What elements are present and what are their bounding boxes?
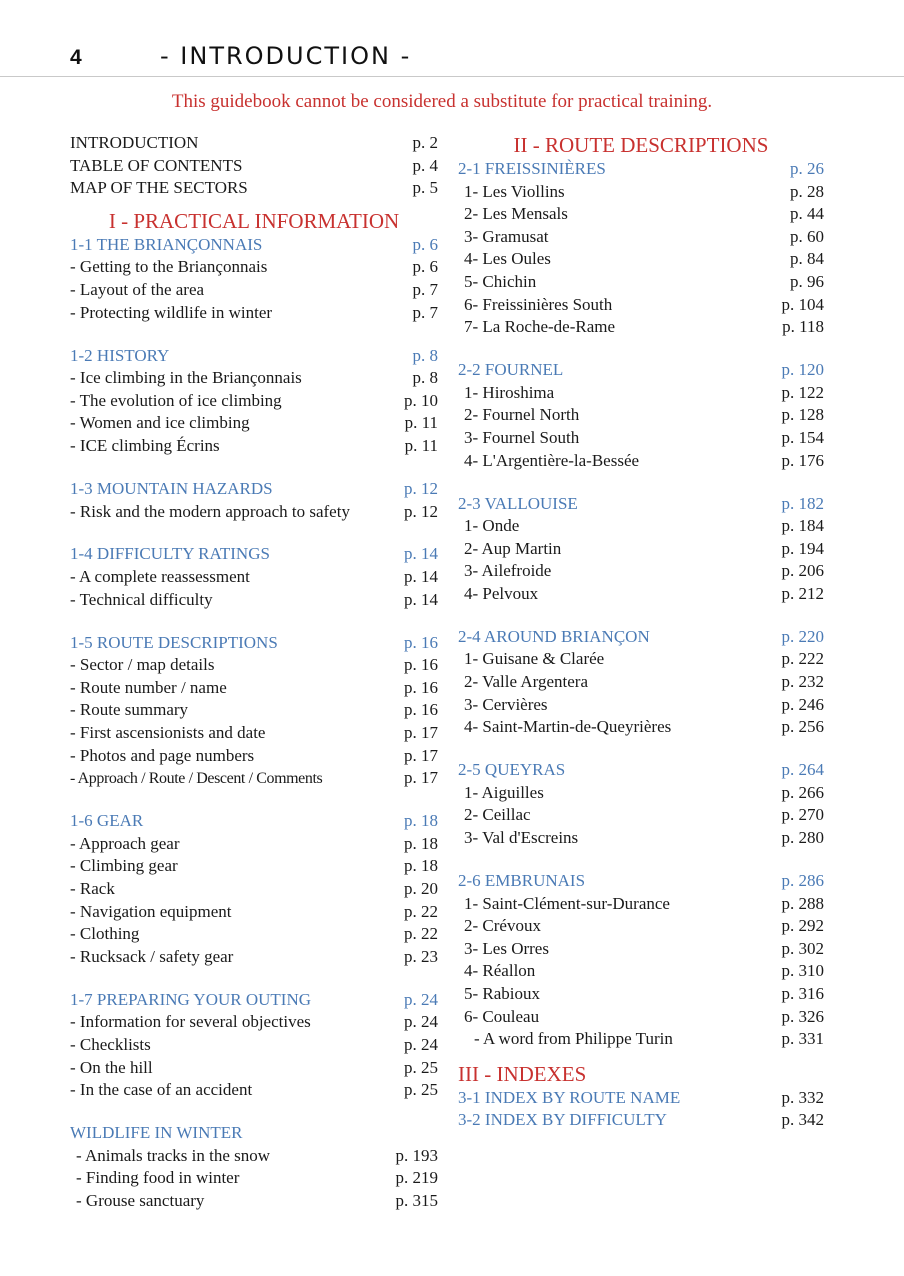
toc-entry[interactable] (70, 132, 438, 155)
section-title: 2-4 AROUND BRIANÇON (458, 626, 650, 646)
section-heading[interactable] (458, 493, 824, 516)
toc-item-page: p. 22 (404, 901, 438, 921)
index-label: 3-1 INDEX BY ROUTE NAME (458, 1087, 681, 1107)
toc-item-page: p. 25 (404, 1080, 438, 1100)
toc-item-label: - Protecting wildlife in winter (70, 302, 273, 322)
section-page: p. 264 (781, 760, 824, 780)
section-heading[interactable] (458, 158, 824, 181)
toc-item[interactable] (458, 782, 824, 805)
toc-item-label: 4- Saint-Martin-de-Queyrières (464, 717, 672, 737)
toc-item-page: p. 206 (781, 561, 824, 581)
toc-item-page: p. 256 (781, 717, 824, 737)
toc-entry[interactable] (70, 155, 438, 178)
toc-item[interactable] (458, 716, 824, 739)
toc-item-page: p. 25 (404, 1057, 438, 1077)
toc-item[interactable] (458, 648, 824, 671)
toc-item[interactable] (70, 654, 438, 677)
toc-item-label: 4- Pelvoux (464, 583, 539, 603)
section-page: p. 18 (404, 811, 438, 831)
section-title: 1-2 HISTORY (70, 345, 170, 365)
toc-item[interactable] (70, 279, 438, 302)
toc-item-label: - Finding food in winter (76, 1168, 240, 1188)
toc-item-page: p. 280 (781, 828, 824, 847)
toc-item-label: 1- Les Viollins (464, 181, 565, 201)
toc-item-page: p. 316 (781, 983, 824, 1003)
toc-item-label: 3- Ailefroide (464, 561, 552, 581)
toc-item-label: - Clothing (70, 924, 140, 944)
section-heading[interactable] (70, 1122, 438, 1145)
toc-item-page: p. 118 (782, 317, 824, 337)
toc-item[interactable] (458, 694, 824, 717)
toc-item-page: p. 302 (781, 938, 824, 958)
toc-item-label: 2- Crévoux (464, 916, 541, 936)
toc-item-page: p. 44 (790, 204, 824, 224)
toc-item[interactable] (70, 1011, 438, 1034)
section-page: p. 26 (790, 159, 824, 178)
toc-item-label: 3- Val d'Escreins (464, 828, 579, 847)
toc-item[interactable] (70, 412, 438, 435)
toc-item-page: p. 11 (404, 413, 438, 433)
toc-entry-label: INTRODUCTION (70, 133, 199, 152)
toc-item-page: p. 331 (781, 1029, 824, 1049)
toc-item-label: 1- Saint-Clément-sur-Durance (464, 893, 670, 913)
toc-item[interactable] (70, 855, 438, 878)
toc-item-page: p. 10 (404, 390, 438, 410)
toc-item[interactable] (458, 583, 824, 606)
toc-item[interactable] (458, 450, 824, 473)
toc-item-page: p. 310 (781, 961, 824, 981)
section-title: 2-1 FREISSINIÈRES (458, 159, 606, 178)
toc-item-page: p. 219 (395, 1168, 438, 1188)
toc-item-page: p. 11 (404, 435, 438, 455)
section-page: p. 12 (404, 478, 438, 498)
section-heading[interactable] (70, 543, 438, 566)
toc-item-label: 4- L'Argentière-la-Bessée (464, 450, 640, 470)
toc-item-page: p. 16 (404, 655, 438, 675)
toc-item-page: p. 24 (404, 1012, 438, 1032)
toc-entry-label: MAP OF THE SECTORS (70, 178, 248, 198)
toc-item[interactable] (70, 566, 438, 589)
toc-item-label: - Layout of the area (70, 279, 205, 299)
toc-item-page: p. 16 (404, 677, 438, 697)
toc-item[interactable] (70, 1079, 438, 1102)
toc-item-page: p. 222 (781, 649, 824, 669)
toc-item[interactable] (458, 538, 824, 561)
toc-item-label: - Women and ice climbing (70, 413, 250, 433)
toc-item-label: - A complete reassessment (70, 567, 250, 587)
page-title: - INTRODUCTION - (160, 42, 412, 70)
toc-item-page: p. 154 (781, 427, 824, 447)
section-title: 2-6 EMBRUNAIS (458, 870, 586, 890)
toc-item-page: p. 193 (395, 1145, 438, 1165)
section-heading[interactable] (458, 626, 824, 649)
toc-item[interactable] (458, 203, 824, 226)
section-title: 2-2 FOURNEL (458, 360, 564, 380)
toc-item-label: 2- Fournel North (464, 405, 580, 425)
part-heading: II - ROUTE DESCRIPTIONS (513, 133, 769, 157)
toc-item-label: - Approach / Route / Descent / Comments (70, 770, 323, 788)
toc-item-label: 2- Aup Martin (464, 538, 562, 558)
toc-item[interactable] (70, 367, 438, 390)
toc-item[interactable] (70, 390, 438, 413)
toc-item-label: 1- Onde (464, 516, 520, 536)
section-title: 1-3 MOUNTAIN HAZARDS (70, 478, 273, 498)
toc-item-label: 4- Les Oules (464, 249, 551, 269)
toc-item[interactable] (458, 427, 824, 450)
toc-item-page: p. 23 (404, 946, 438, 966)
toc-item-page: p. 18 (404, 856, 438, 876)
toc-item-label: - ICE climbing Écrins (70, 435, 220, 455)
toc-item-label: - First ascensionists and date (70, 723, 266, 743)
toc-entry-page: p. 2 (412, 133, 438, 152)
toc-item-page: p. 20 (404, 878, 438, 898)
toc-item[interactable] (458, 181, 824, 204)
toc-item[interactable] (458, 271, 824, 294)
section-title: 1-5 ROUTE DESCRIPTIONS (70, 632, 278, 652)
section-page: p. 286 (781, 870, 824, 890)
toc-entry-label: TABLE OF CONTENTS (70, 155, 243, 175)
part-heading: I - PRACTICAL INFORMATION (108, 208, 400, 233)
toc-item-label: - Ice climbing in the Briançonnais (70, 368, 302, 388)
toc-item[interactable] (458, 404, 824, 427)
part-heading: III - INDEXES (458, 1061, 587, 1086)
toc-item-page: p. 28 (790, 181, 824, 201)
toc-item-label: - On the hill (70, 1057, 153, 1077)
toc-item-label: - Approach gear (70, 833, 180, 853)
toc-item-label: - Checklists (70, 1034, 151, 1054)
index-page: p. 342 (781, 1110, 824, 1130)
toc-item[interactable] (70, 501, 438, 524)
toc-item[interactable] (458, 827, 824, 850)
toc-item[interactable] (70, 302, 438, 325)
toc-item[interactable] (458, 915, 824, 938)
toc-item[interactable] (458, 983, 824, 1006)
section-heading[interactable] (458, 759, 824, 782)
toc-item-label: 5- Rabioux (464, 983, 541, 1003)
toc-item[interactable] (70, 722, 438, 745)
toc-item-label: - A word from Philippe Turin (474, 1029, 673, 1049)
toc-item-page: p. 176 (781, 450, 824, 470)
toc-item-page: p. 6 (412, 257, 438, 277)
toc-item[interactable] (70, 1057, 438, 1080)
toc-item[interactable] (70, 901, 438, 924)
section-page: p. 6 (412, 234, 438, 254)
toc-entry[interactable] (70, 177, 438, 200)
toc-item[interactable] (70, 1145, 438, 1168)
toc-item[interactable] (458, 294, 824, 317)
toc-item-page: p. 17 (404, 768, 438, 788)
toc-item-label: 1- Guisane & Clarée (464, 649, 605, 669)
toc-item-label: 4- Réallon (464, 961, 536, 981)
toc-item-page: p. 232 (781, 672, 824, 692)
section-title: WILDLIFE IN WINTER (70, 1123, 243, 1143)
toc-item-label: - Technical difficulty (70, 589, 213, 609)
index-label: 3-2 INDEX BY DIFFICULTY (458, 1110, 667, 1130)
toc-item-page: p. 12 (404, 501, 438, 521)
section-title: 1-4 DIFFICULTY RATINGS (70, 544, 270, 564)
toc-left-column (70, 132, 438, 1212)
toc-item-label: - Information for several objectives (70, 1012, 311, 1032)
toc-item-label: - Rack (70, 878, 115, 898)
index-entry[interactable] (458, 1087, 824, 1110)
toc-item-label: 3- Gramusat (464, 226, 549, 246)
toc-item[interactable] (70, 745, 438, 768)
section-heading[interactable] (70, 478, 438, 501)
toc-item[interactable] (70, 923, 438, 946)
toc-item-page: p. 326 (781, 1006, 824, 1026)
section-title: 1-6 GEAR (70, 811, 144, 831)
toc-item[interactable] (458, 1028, 824, 1051)
toc-item-label: 2- Valle Argentera (464, 672, 588, 692)
section-page: p. 120 (781, 360, 824, 380)
toc-item[interactable] (458, 316, 824, 339)
toc-item[interactable] (458, 671, 824, 694)
toc-item-label: 1- Hiroshima (464, 382, 555, 402)
toc-item-page: p. 212 (781, 583, 824, 603)
toc-item[interactable] (70, 256, 438, 279)
toc-item-label: 7- La Roche-de-Rame (464, 317, 616, 337)
section-page: p. 220 (781, 626, 824, 646)
toc-item[interactable] (70, 767, 438, 790)
toc-item-label: - Rucksack / safety gear (70, 946, 234, 966)
toc-item-label: - Route summary (70, 700, 189, 720)
toc-item-label: 6- Freissinières South (464, 294, 613, 314)
section-title: 2-5 QUEYRAS (458, 760, 566, 780)
section-heading[interactable] (70, 345, 438, 368)
toc-item-label: 2- Les Mensals (464, 204, 568, 224)
section-title: 1-7 PREPARING YOUR OUTING (70, 989, 312, 1009)
toc-item-page: p. 266 (781, 782, 824, 802)
toc-item[interactable] (70, 1190, 438, 1213)
toc-item[interactable] (70, 677, 438, 700)
toc-item-label: - Risk and the modern approach to safety (70, 501, 350, 521)
section-heading[interactable] (458, 870, 824, 893)
toc-item-page: p. 14 (404, 589, 438, 609)
toc-item-page: p. 122 (781, 382, 824, 402)
toc-item-page: p. 104 (781, 294, 824, 314)
section-heading[interactable] (458, 359, 824, 382)
toc-item[interactable] (458, 560, 824, 583)
toc-item-label: - In the case of an accident (70, 1080, 253, 1100)
section-heading[interactable] (70, 810, 438, 833)
section-heading[interactable] (70, 989, 438, 1012)
toc-item[interactable] (70, 1167, 438, 1190)
toc-item-label: 3- Les Orres (464, 938, 549, 958)
toc-item-page: p. 194 (781, 538, 824, 558)
section-heading[interactable] (70, 234, 438, 257)
toc-item-page: p. 184 (781, 516, 824, 536)
section-page: p. 8 (412, 345, 438, 365)
toc-item-page: p. 18 (404, 833, 438, 853)
toc-item-page: p. 60 (790, 226, 824, 246)
toc-item[interactable] (70, 878, 438, 901)
toc-item-label: - Getting to the Briançonnais (70, 257, 268, 277)
disclaimer: This guidebook cannot be considered a substitute for practical training. (171, 91, 713, 112)
toc-item[interactable] (70, 946, 438, 969)
toc-item-page: p. 14 (404, 567, 438, 587)
toc-item-label: - Animals tracks in the snow (76, 1145, 271, 1165)
toc-item-page: p. 128 (781, 405, 824, 425)
toc-item-page: p. 96 (790, 271, 824, 291)
section-title: 2-3 VALLOUISE (458, 493, 578, 513)
toc-item-label: 6- Couleau (464, 1006, 540, 1026)
toc-item-label: - Navigation equipment (70, 901, 232, 921)
toc-item-label: 1- Aiguilles (464, 782, 544, 802)
toc-item[interactable] (70, 589, 438, 612)
toc-item[interactable] (458, 515, 824, 538)
toc-item-page: p. 24 (404, 1034, 438, 1054)
toc-item[interactable] (458, 226, 824, 249)
toc-entry-page: p. 5 (412, 178, 438, 198)
toc-item-label: 3- Cervières (464, 694, 548, 714)
page-number: 4 (70, 46, 82, 69)
toc-item-page: p. 84 (790, 249, 824, 269)
toc-item-page: p. 16 (404, 700, 438, 720)
toc-item[interactable] (70, 1034, 438, 1057)
toc-item-label: 5- Chichin (464, 271, 537, 291)
toc-item[interactable] (458, 938, 824, 961)
toc-right-column (458, 132, 824, 1132)
toc-item[interactable] (70, 833, 438, 856)
toc-item-page: p. 270 (781, 805, 824, 825)
toc-item[interactable] (70, 699, 438, 722)
toc-item[interactable] (70, 435, 438, 458)
toc-item[interactable] (458, 893, 824, 916)
index-page: p. 332 (781, 1087, 824, 1107)
toc-item-label: - Climbing gear (70, 856, 178, 876)
index-entry[interactable] (458, 1109, 824, 1132)
toc-item-label: - Sector / map details (70, 655, 215, 675)
toc-item-page: p. 8 (412, 368, 438, 388)
header-divider (0, 76, 904, 77)
section-heading[interactable] (70, 632, 438, 655)
toc-item-label: 3- Fournel South (464, 427, 580, 447)
toc-item-label: 2- Ceillac (464, 805, 531, 825)
toc-item-page: p. 22 (404, 924, 438, 944)
toc-item-label: - Grouse sanctuary (76, 1190, 205, 1210)
section-page: p. 16 (404, 632, 438, 652)
toc-item-page: p. 288 (781, 893, 824, 913)
toc-item-page: p. 292 (781, 916, 824, 936)
section-page: p. 14 (404, 544, 438, 564)
toc-entry-page: p. 4 (412, 155, 438, 175)
toc-item[interactable] (458, 248, 824, 271)
toc-item-label: - Photos and page numbers (70, 745, 255, 765)
toc-item-page: p. 7 (412, 279, 438, 299)
toc-item-page: p. 315 (395, 1190, 438, 1210)
toc-item-page: p. 17 (404, 745, 438, 765)
toc-item-label: - The evolution of ice climbing (70, 390, 282, 410)
toc-item[interactable] (458, 1006, 824, 1029)
toc-item[interactable] (458, 804, 824, 827)
section-page: p. 24 (404, 989, 438, 1009)
section-title: 1-1 THE BRIANÇONNAIS (70, 234, 263, 254)
toc-item-page: p. 246 (781, 694, 824, 714)
section-page: p. 182 (781, 493, 824, 513)
toc-item-page: p. 17 (404, 723, 438, 743)
toc-item-page: p. 7 (412, 302, 438, 322)
toc-item[interactable] (458, 960, 824, 983)
toc-item[interactable] (458, 382, 824, 405)
toc-item-label: - Route number / name (70, 677, 227, 697)
